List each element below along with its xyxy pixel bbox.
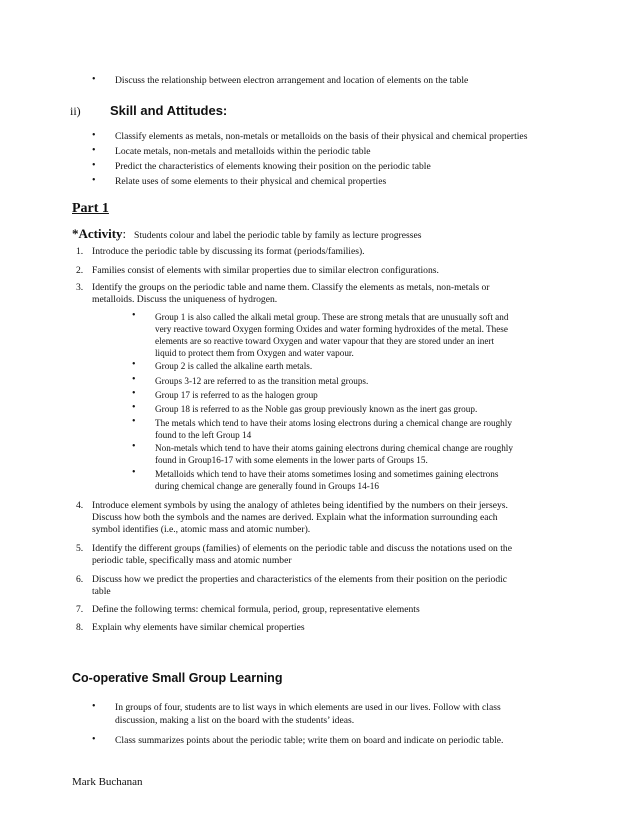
step-number: 6.: [76, 574, 84, 585]
group-note: very reactive toward Oxygen forming Oxides and water forming hydroxides of the metal. These: [155, 324, 508, 334]
step-number: 2.: [76, 265, 84, 276]
skills-heading: Skill and Attitudes:: [110, 103, 228, 118]
group-note: Non-metals which tend to have their atoms gaining electrons during chemical change are roughly: [155, 443, 513, 453]
group-note: liquid to protect them from Oxygen and water vapour.: [155, 348, 354, 358]
step-text: Discuss how both the symbols and the names are derived. Explain what the information surrounding each: [92, 512, 498, 523]
part-heading: Part 1: [72, 201, 109, 216]
step-number: 5.: [76, 543, 84, 554]
bullet-icon: •: [92, 701, 96, 712]
coop-heading: Co-operative Small Group Learning: [72, 671, 283, 685]
step-text: Families consist of elements with similar properties due to similar electron configurations.: [92, 265, 439, 276]
coop-item: In groups of four, students are to list ways in which elements are used in our lives. Follow with class: [115, 702, 501, 713]
group-note: Groups 3-12 are referred to as the transition metal groups.: [155, 376, 369, 386]
step-number: 1.: [76, 246, 84, 257]
group-note: The metals which tend to have their atoms losing electrons during a chemical change are roughly: [155, 418, 512, 428]
step-text: symbol identifies (i.e., atomic mass and atomic number).: [92, 524, 311, 535]
bullet-icon: •: [132, 374, 136, 385]
bullet-icon: •: [132, 310, 136, 321]
bullet-icon: •: [92, 145, 96, 156]
footer-author: Mark Buchanan: [72, 776, 143, 788]
bullet-icon: •: [92, 130, 96, 141]
objective-text: Discuss the relationship between electron arrangement and location of elements on the table: [115, 75, 469, 86]
step-number: 3.: [76, 282, 84, 293]
group-note: found in Group16-17 with some elements in the lower parts of Groups 15.: [155, 455, 428, 465]
step-text: table: [92, 586, 111, 597]
group-note: Group 2 is called the alkaline earth metals.: [155, 361, 313, 371]
group-note: Group 1 is also called the alkali metal group. These are strong metals that are unusually soft and: [155, 312, 509, 322]
bullet-icon: •: [92, 175, 96, 186]
step-text: Identify the different groups (families) of elements on the periodic table and discuss the notations used on the: [92, 543, 512, 554]
bullet-icon: •: [132, 388, 136, 399]
activity-text: Students colour and label the periodic table by family as lecture progresses: [134, 230, 422, 241]
bullet-icon: •: [92, 160, 96, 171]
section-numeral: ii): [70, 104, 81, 118]
bullet-icon: •: [132, 467, 136, 478]
bullet-icon: •: [92, 74, 96, 85]
step-number: 7.: [76, 604, 84, 615]
skill-item: Predict the characteristics of elements knowing their position on the periodic table: [115, 161, 431, 172]
step-text: Identify the groups on the periodic table and name them. Classify the elements as metals, non-metals or: [92, 282, 490, 293]
bullet-icon: •: [92, 734, 96, 745]
group-note: Group 18 is referred to as the Noble gas group previously known as the inert gas group.: [155, 404, 478, 414]
skill-item: Classify elements as metals, non-metals or metalloids on the basis of their physical and chemical properties: [115, 131, 528, 142]
coop-item: Class summarizes points about the periodic table; write them on board and indicate on periodic table.: [115, 735, 504, 746]
step-number: 8.: [76, 622, 84, 633]
group-note: Metalloids which tend to have their atoms sometimes losing and sometimes gaining electrons: [155, 469, 499, 479]
step-text: metalloids. Discuss the uniqueness of hydrogen.: [92, 294, 278, 305]
group-note: found to the left Group 14: [155, 430, 252, 440]
activity-label: *Activity: [72, 226, 123, 241]
skill-item: Locate metals, non-metals and metalloids within the periodic table: [115, 146, 371, 157]
group-note: elements are so reactive toward Oxygen and water vapour that they are stored under an inert: [155, 336, 495, 346]
group-note: Group 17 is referred to as the halogen group: [155, 390, 318, 400]
step-text: Introduce the periodic table by discussing its format (periods/families).: [92, 246, 365, 257]
skill-item: Relate uses of some elements to their physical and chemical properties: [115, 176, 387, 187]
step-text: Define the following terms: chemical formula, period, group, representative elements: [92, 604, 420, 615]
activity-colon: :: [122, 226, 127, 241]
step-text: Discuss how we predict the properties and characteristics of the elements from their position on the periodic: [92, 574, 508, 585]
coop-item: discussion, making a list on the board with the students’ ideas.: [115, 715, 355, 726]
bullet-icon: •: [132, 416, 136, 427]
bullet-icon: •: [132, 441, 136, 452]
group-note: during chemical change are generally found in Groups 14-16: [155, 481, 379, 491]
step-text: Introduce element symbols by using the analogy of athletes being identified by the numbers on their jerseys.: [92, 500, 508, 511]
bullet-icon: •: [132, 359, 136, 370]
step-number: 4.: [76, 500, 84, 511]
step-text: Explain why elements have similar chemical properties: [92, 622, 305, 633]
bullet-icon: •: [132, 402, 136, 413]
step-text: periodic table, specifically mass and atomic number: [92, 555, 292, 566]
